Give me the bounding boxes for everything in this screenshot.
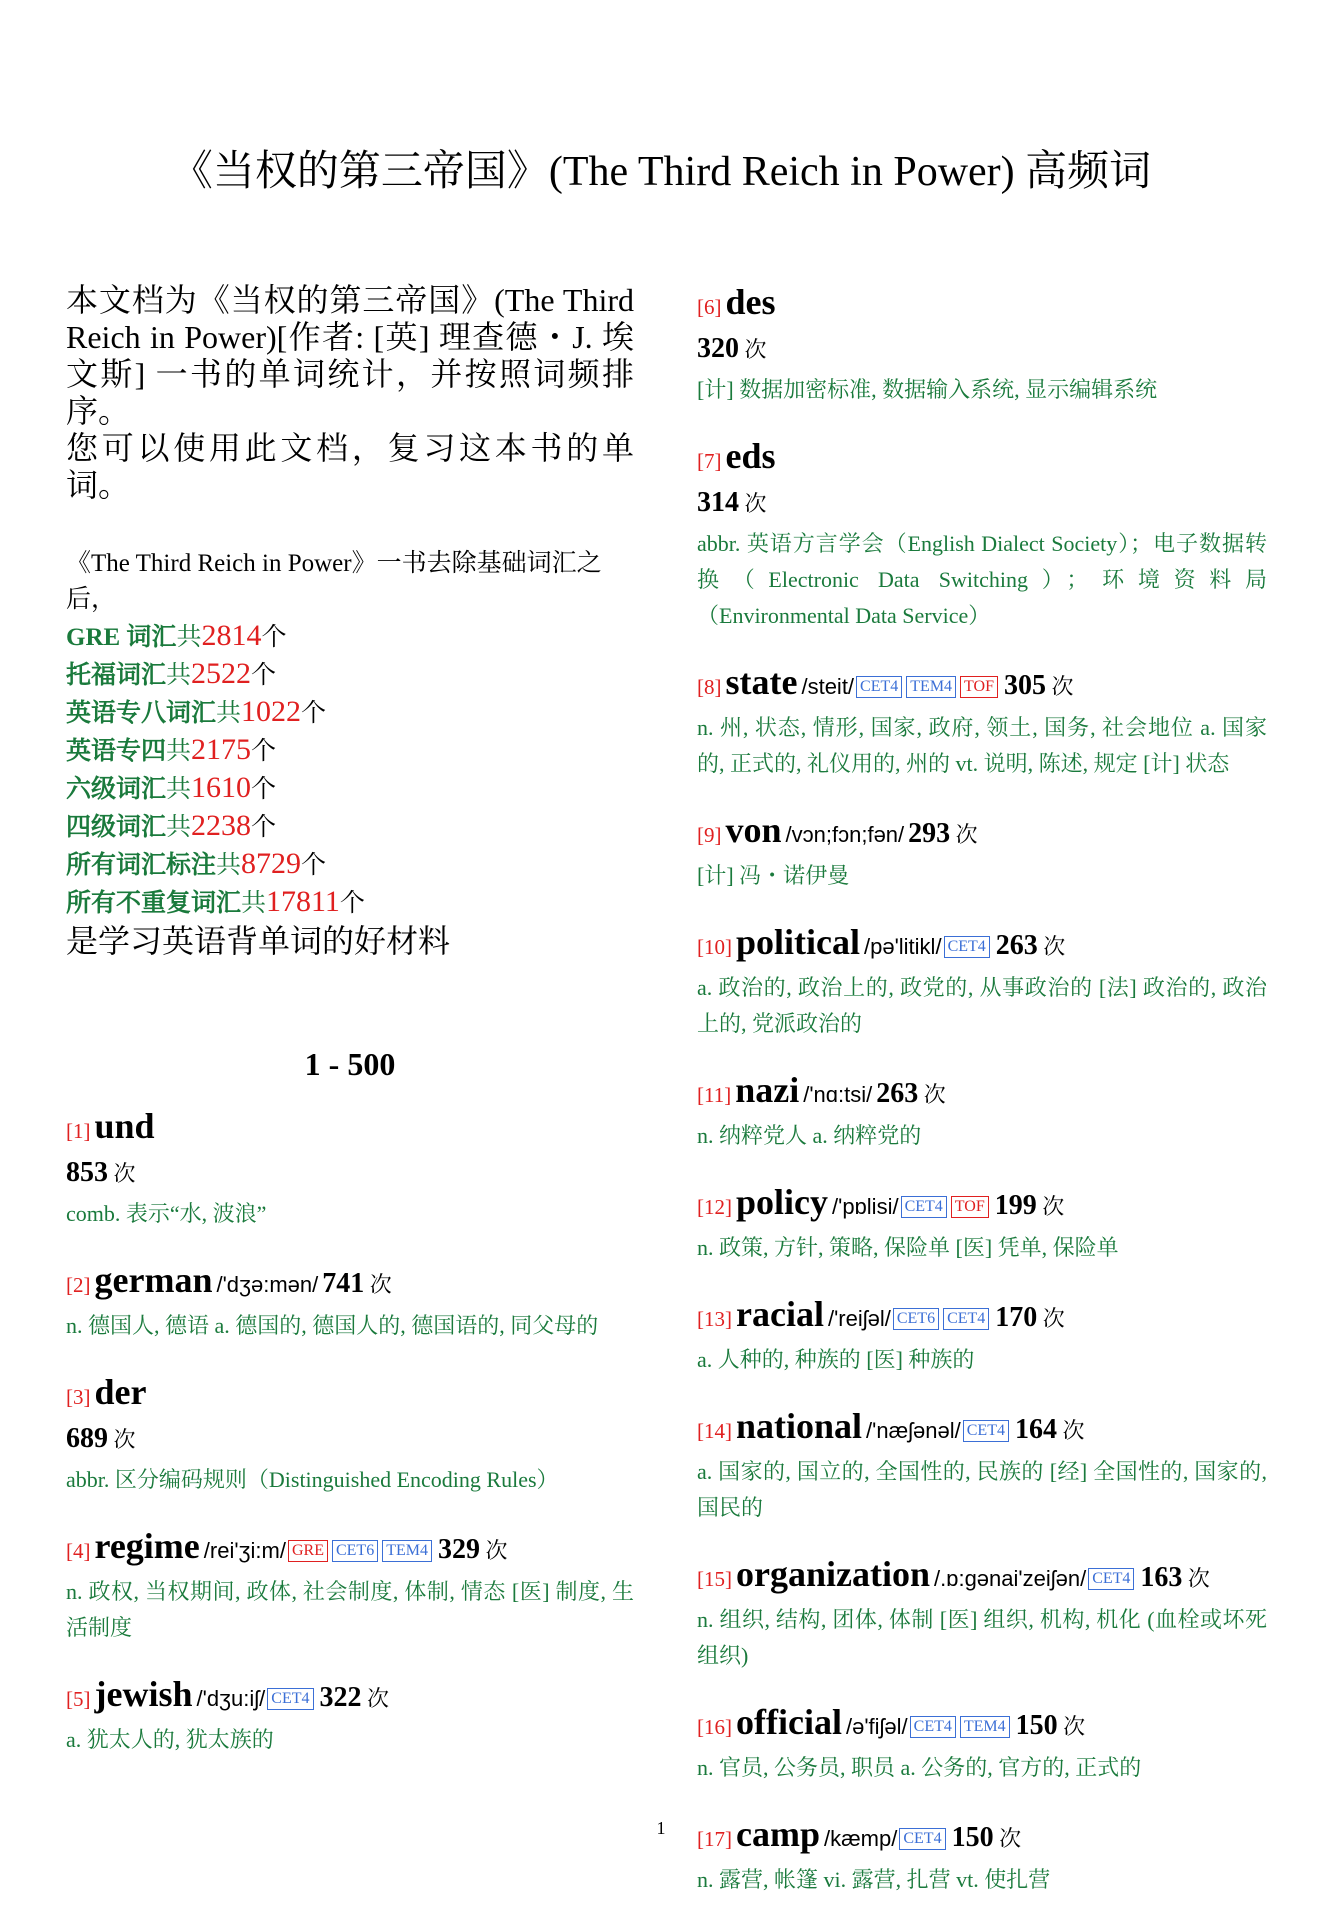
entry-definition: n. 德国人, 德语 a. 德国的, 德国人的, 德国语的, 同父母的 xyxy=(66,1313,599,1338)
entry-index: [14] xyxy=(697,1419,732,1443)
stat-gong: 共 xyxy=(216,852,242,879)
entry-definition: abbr. 英语方言学会（English Dialect Society）；电子数据转换（Electronic Data Switching）；环境资料局（Environmental Data Service） xyxy=(697,531,1267,628)
entry-count: 320 xyxy=(697,333,739,364)
word-entry xyxy=(697,282,1267,408)
entry-phonetic: /.ɒ:gənai'zeiʃən/ xyxy=(934,1566,1087,1591)
stat-name: 六级词汇 xyxy=(66,776,167,803)
entry-count: 741 xyxy=(322,1268,365,1299)
entry-definition: comb. 表示“水, 波浪” xyxy=(66,1201,267,1226)
page-title: 《当权的第三帝国》(The Third Reich in Power) 高频词 xyxy=(170,149,1152,195)
exam-tag-cet4: CET4 xyxy=(963,1420,1009,1442)
entry-phonetic: /ə'fiʃəl/ xyxy=(845,1714,908,1739)
exam-tag-gre: GRE xyxy=(288,1540,328,1562)
entry-count: 170 xyxy=(995,1302,1038,1333)
entry-count-line xyxy=(697,484,1267,526)
entry-definition: [计] 冯・诺伊曼 xyxy=(697,863,850,888)
entry-definition: n. 官员, 公务员, 职员 a. 公务的, 官方的, 正式的 xyxy=(697,1755,1142,1780)
page-number: 1 xyxy=(656,1818,666,1838)
entry-index: [5] xyxy=(66,1687,91,1711)
entry-head xyxy=(697,282,1267,330)
count-unit: 次 xyxy=(1057,1714,1086,1739)
count-unit: 次 xyxy=(1045,674,1074,699)
intro-paragraph xyxy=(66,282,634,504)
entry-phonetic: /'næʃənəl/ xyxy=(866,1418,961,1443)
entry-word: eds xyxy=(725,436,776,476)
entry-definition: n. 组织, 结构, 团体, 体制 [医] 组织, 机构, 机化 (血栓或坏死组织) xyxy=(697,1607,1267,1668)
word-entry xyxy=(697,922,1267,1042)
word-entry xyxy=(697,810,1267,894)
stat-gong: 共 xyxy=(166,738,192,765)
count-unit: 次 xyxy=(1056,1418,1085,1443)
stat-name: 所有词汇标注 xyxy=(66,852,217,879)
stat-gong: 共 xyxy=(166,776,192,803)
word-entry xyxy=(697,1406,1267,1526)
intro-line-1: 本文档为《当权的第三帝国》(The Third Reich in Power)[作者: [英] 理查德・J. 埃文斯] 一书的单词统计，并按照词频排序。 xyxy=(66,282,634,429)
count-unit: 次 xyxy=(1037,1306,1065,1331)
entry-definition: [计] 数据加密标准, 数据输入系统, 显示编辑系统 xyxy=(697,377,1158,402)
stat-count: 2175 xyxy=(191,733,252,766)
entry-phonetic: /kæmp/ xyxy=(824,1826,898,1851)
stat-gong: 共 xyxy=(241,890,267,917)
entry-head xyxy=(697,1070,1267,1118)
entry-index: [11] xyxy=(697,1083,732,1107)
stat-name: 英语专八词汇 xyxy=(66,700,217,727)
entry-count: 150 xyxy=(951,1822,994,1853)
entry-head xyxy=(66,1674,634,1722)
stat-row xyxy=(66,884,634,922)
stat-unit: 个 xyxy=(261,624,287,651)
count-unit: 次 xyxy=(918,1082,946,1107)
stat-gong: 共 xyxy=(216,700,242,727)
entry-definition: a. 政治的, 政治上的, 政党的, 从事政治的 [法] 政治的, 政治上的, 党派政治的 xyxy=(697,975,1267,1036)
word-entry xyxy=(66,1526,634,1646)
entry-index: [1] xyxy=(66,1119,91,1143)
intro-line-2: 您可以使用此文档，复习这本书的单词。 xyxy=(66,430,634,503)
count-unit: 次 xyxy=(950,822,978,847)
stat-row xyxy=(66,770,634,808)
entry-word: von xyxy=(725,810,782,850)
entry-head xyxy=(66,1260,634,1308)
entry-phonetic: /'dʒu:iʃ/ xyxy=(196,1686,266,1711)
entry-word: german xyxy=(94,1260,213,1300)
entry-count: 164 xyxy=(1014,1414,1057,1445)
stat-count: 2238 xyxy=(191,809,252,842)
stat-row xyxy=(66,808,634,846)
stats-closing: 是学习英语背单词的好材料 xyxy=(66,923,451,959)
word-entry xyxy=(66,1106,634,1232)
entry-word: state xyxy=(725,662,798,702)
entry-definition: n. 政策, 方针, 策略, 保险单 [医] 凭单, 保险单 xyxy=(697,1235,1119,1260)
entry-index: [16] xyxy=(697,1715,732,1739)
entry-head xyxy=(697,1702,1267,1750)
stat-row xyxy=(66,656,634,694)
entry-word: policy xyxy=(736,1182,829,1222)
stat-count: 8729 xyxy=(241,847,302,880)
entry-index: [9] xyxy=(697,823,722,847)
count-unit: 次 xyxy=(1182,1566,1210,1591)
entry-index: [17] xyxy=(697,1827,732,1851)
count-unit: 次 xyxy=(361,1686,390,1711)
entry-count-line xyxy=(66,1420,634,1462)
left-column xyxy=(66,282,634,1786)
stat-count: 2814 xyxy=(201,619,262,652)
exam-tag-cet4: CET4 xyxy=(1088,1568,1134,1590)
entry-index: [13] xyxy=(697,1307,732,1331)
entry-head xyxy=(66,1526,634,1574)
stat-name: 英语专四 xyxy=(66,738,167,765)
entry-definition: a. 人种的, 种族的 [医] 种族的 xyxy=(697,1347,975,1372)
stat-name: 所有不重复词汇 xyxy=(66,890,242,917)
entry-word: und xyxy=(94,1106,155,1146)
entry-index: [6] xyxy=(697,295,722,319)
stat-unit: 个 xyxy=(251,776,277,803)
exam-tag-cet4: CET4 xyxy=(944,936,990,958)
entry-word: regime xyxy=(94,1526,200,1566)
word-entry xyxy=(697,1294,1267,1378)
stat-row xyxy=(66,846,634,884)
stat-unit: 个 xyxy=(301,700,327,727)
stat-unit: 个 xyxy=(301,852,327,879)
entry-head xyxy=(697,810,1267,858)
word-entry xyxy=(697,1182,1267,1266)
entry-list-left xyxy=(66,1106,634,1758)
word-entry xyxy=(66,1372,634,1498)
exam-tag-cet4: CET4 xyxy=(899,1828,945,1850)
stat-count: 1022 xyxy=(241,695,302,728)
entry-word: des xyxy=(725,282,776,322)
stat-unit: 个 xyxy=(251,738,277,765)
stat-gong: 共 xyxy=(176,624,202,651)
entry-count-line xyxy=(66,1154,634,1196)
stat-name: 四级词汇 xyxy=(66,814,167,841)
entry-head xyxy=(697,662,1267,710)
entry-count: 853 xyxy=(66,1157,108,1188)
entry-phonetic: /'pɒlisi/ xyxy=(832,1194,899,1219)
exam-tag-cet4: CET4 xyxy=(943,1308,989,1330)
entry-word: racial xyxy=(736,1294,824,1334)
count-unit: 次 xyxy=(108,1427,136,1452)
word-entry xyxy=(697,662,1267,782)
word-entry xyxy=(697,1702,1267,1786)
count-unit: 次 xyxy=(479,1538,508,1563)
stat-count: 17811 xyxy=(266,885,340,918)
entry-count: 329 xyxy=(437,1534,480,1565)
word-entry xyxy=(697,436,1267,634)
count-unit: 次 xyxy=(1036,1194,1065,1219)
word-entry xyxy=(66,1260,634,1344)
exam-tag-cet4: CET4 xyxy=(901,1196,947,1218)
entry-index: [10] xyxy=(697,935,732,959)
entry-index: [2] xyxy=(66,1273,91,1297)
entry-definition: n. 政权, 当权期间, 政体, 社会制度, 体制, 情态 [医] 制度, 生活制度 xyxy=(66,1579,634,1640)
entry-count: 322 xyxy=(319,1682,362,1713)
entry-index: [15] xyxy=(697,1567,732,1591)
entry-index: [4] xyxy=(66,1539,91,1563)
exam-tag-cet4: CET4 xyxy=(267,1688,313,1710)
entry-count: 163 xyxy=(1140,1562,1183,1593)
entry-index: [3] xyxy=(66,1385,91,1409)
range-heading: 1 - 500 xyxy=(304,1046,396,1082)
entry-phonetic: /'reiʃəl/ xyxy=(827,1306,891,1331)
entry-head xyxy=(697,436,1267,484)
entry-head xyxy=(697,922,1267,970)
exam-tag-tof: TOF xyxy=(951,1196,989,1218)
stat-count: 1610 xyxy=(191,771,252,804)
entry-count-line xyxy=(697,330,1267,372)
entry-count: 305 xyxy=(1003,670,1046,701)
count-unit: 次 xyxy=(1037,934,1066,959)
entry-phonetic: /'nɑ:tsi/ xyxy=(803,1082,873,1107)
entry-word: camp xyxy=(736,1814,820,1854)
entry-head xyxy=(697,1554,1267,1602)
word-entry xyxy=(697,1554,1267,1674)
entry-definition: a. 犹太人的, 犹太族的 xyxy=(66,1727,274,1752)
exam-tag-cet6: CET6 xyxy=(893,1308,939,1330)
stat-count: 2522 xyxy=(191,657,252,690)
entry-count: 199 xyxy=(994,1190,1037,1221)
entry-count: 293 xyxy=(908,818,951,849)
entry-index: [7] xyxy=(697,449,722,473)
stat-unit: 个 xyxy=(339,890,365,917)
count-unit: 次 xyxy=(739,491,767,516)
exam-tag-tem4: TEM4 xyxy=(382,1540,432,1562)
exam-tag-cet4: CET4 xyxy=(856,676,902,698)
stat-name: GRE 词汇 xyxy=(66,624,177,651)
stat-row xyxy=(66,694,634,732)
exam-tag-tof: TOF xyxy=(960,676,998,698)
right-column xyxy=(697,282,1267,1926)
entry-count: 314 xyxy=(697,487,739,518)
entry-count: 263 xyxy=(995,930,1038,961)
stat-unit: 个 xyxy=(251,814,277,841)
entry-head xyxy=(66,1106,634,1154)
stat-row xyxy=(66,618,634,656)
stat-gong: 共 xyxy=(166,662,192,689)
word-entry xyxy=(697,1070,1267,1154)
entry-phonetic: /pə'litikl/ xyxy=(864,934,942,959)
stat-unit: 个 xyxy=(251,662,277,689)
entry-word: nazi xyxy=(735,1070,800,1110)
entry-count: 689 xyxy=(66,1423,108,1454)
entry-count: 150 xyxy=(1015,1710,1058,1741)
entry-head xyxy=(697,1294,1267,1342)
entry-phonetic: /vɔn;fɔn;fən/ xyxy=(785,822,905,847)
stat-row xyxy=(66,732,634,770)
entry-head xyxy=(697,1406,1267,1454)
entry-index: [12] xyxy=(697,1195,732,1219)
entry-head xyxy=(66,1372,634,1420)
count-unit: 次 xyxy=(108,1161,136,1186)
entry-word: political xyxy=(736,922,860,962)
entry-head xyxy=(697,1182,1267,1230)
entry-definition: n. 露营, 帐篷 vi. 露营, 扎营 vt. 使扎营 xyxy=(697,1867,1051,1892)
entry-definition: a. 国家的, 国立的, 全国性的, 民族的 [经] 全国性的, 国家的, 国民的 xyxy=(697,1459,1267,1520)
count-unit: 次 xyxy=(739,337,767,362)
exam-tag-tem4: TEM4 xyxy=(960,1716,1010,1738)
stat-gong: 共 xyxy=(166,814,192,841)
exam-tag-tem4: TEM4 xyxy=(906,676,956,698)
entry-list-right xyxy=(697,282,1267,1898)
stat-name: 托福词汇 xyxy=(66,662,167,689)
stats-list xyxy=(66,618,634,922)
entry-definition: abbr. 区分编码规则（Distinguished Encoding Rules） xyxy=(66,1467,559,1492)
entry-word: organization xyxy=(736,1554,930,1594)
entry-phonetic: /steit/ xyxy=(801,674,855,699)
entry-count: 263 xyxy=(876,1078,919,1109)
entry-definition: n. 州, 状态, 情形, 国家, 政府, 领土, 国务, 社会地位 a. 国家的, 正式的, 礼仪用的, 州的 vt. 说明, 陈述, 规定 [计] 状态 xyxy=(697,715,1267,776)
entry-word: national xyxy=(736,1406,863,1446)
entry-definition: n. 纳粹党人 a. 纳粹党的 xyxy=(697,1123,922,1148)
word-entry xyxy=(66,1674,634,1758)
entry-phonetic: /'dʒə:mən/ xyxy=(216,1272,319,1297)
entry-phonetic: /rei'ʒi:m/ xyxy=(203,1538,286,1563)
entry-index: [8] xyxy=(697,675,722,699)
entry-word: der xyxy=(94,1372,147,1412)
count-unit: 次 xyxy=(993,1826,1022,1851)
count-unit: 次 xyxy=(364,1272,392,1297)
exam-tag-cet6: CET6 xyxy=(332,1540,378,1562)
entry-word: official xyxy=(736,1702,842,1742)
exam-tag-cet4: CET4 xyxy=(910,1716,956,1738)
entry-word: jewish xyxy=(94,1674,193,1714)
stats-lead: 《The Third Reich in Power》一书去除基础词汇之后， xyxy=(66,550,602,613)
